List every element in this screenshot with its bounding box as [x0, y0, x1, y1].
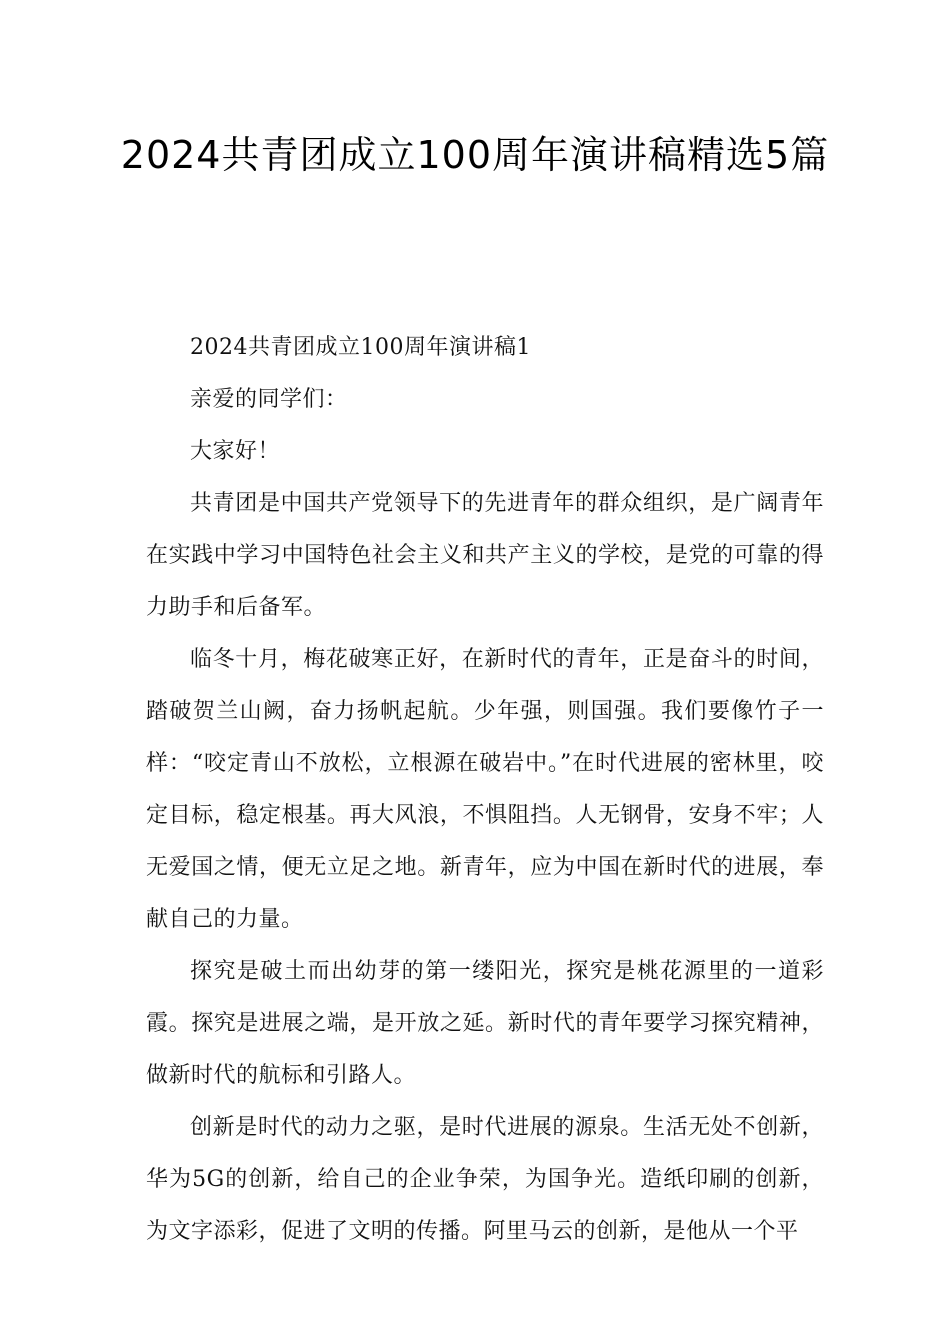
document-body [146, 322, 824, 1258]
paragraph-1: 共青团是中国共产党领导下的先进青年的群众组织，是广阔青年在实践中学习中国特色社会主义和共产主义的学校，是党的可靠的得力助手和后备军。 [146, 491, 824, 620]
greeting: 大家好！ [190, 439, 281, 464]
salutation: 亲爱的同学们： [190, 387, 348, 412]
speech-subtitle: 2024共青团成立100周年演讲稿1 [190, 335, 531, 360]
paragraph-2: 临冬十月，梅花破寒正好，在新时代的青年，正是奋斗的时间，踏破贺兰山阙，奋力扬帆起航。少年强，则国强。我们要像竹子一样：“咬定青山不放松，立根源在破岩中。”在时代进展的密林里，咬定目标，稳定根基。再大风浪，不惧阻挡。人无钢骨，安身不牢；人无爱国之情，便无立足之地。新青年，应为中国在新时代的进展，奉献自己的力量。 [146, 647, 824, 932]
document-title: 2024共青团成立100周年演讲稿精选5篇 [120, 133, 830, 177]
paragraph-4: 创新是时代的动力之驱，是时代进展的源泉。生活无处不创新，华为5G的创新，给自己的企业争荣，为国争光。造纸印刷的创新，为文字添彩，促进了文明的传播。阿里马云的创新，是他从一个平 [146, 1115, 824, 1244]
paragraph-3: 探究是破土而出幼芽的第一缕阳光，探究是桃花源里的一道彩霞。探究是进展之端，是开放之延。新时代的青年要学习探究精神，做新时代的航标和引路人。 [146, 959, 824, 1088]
